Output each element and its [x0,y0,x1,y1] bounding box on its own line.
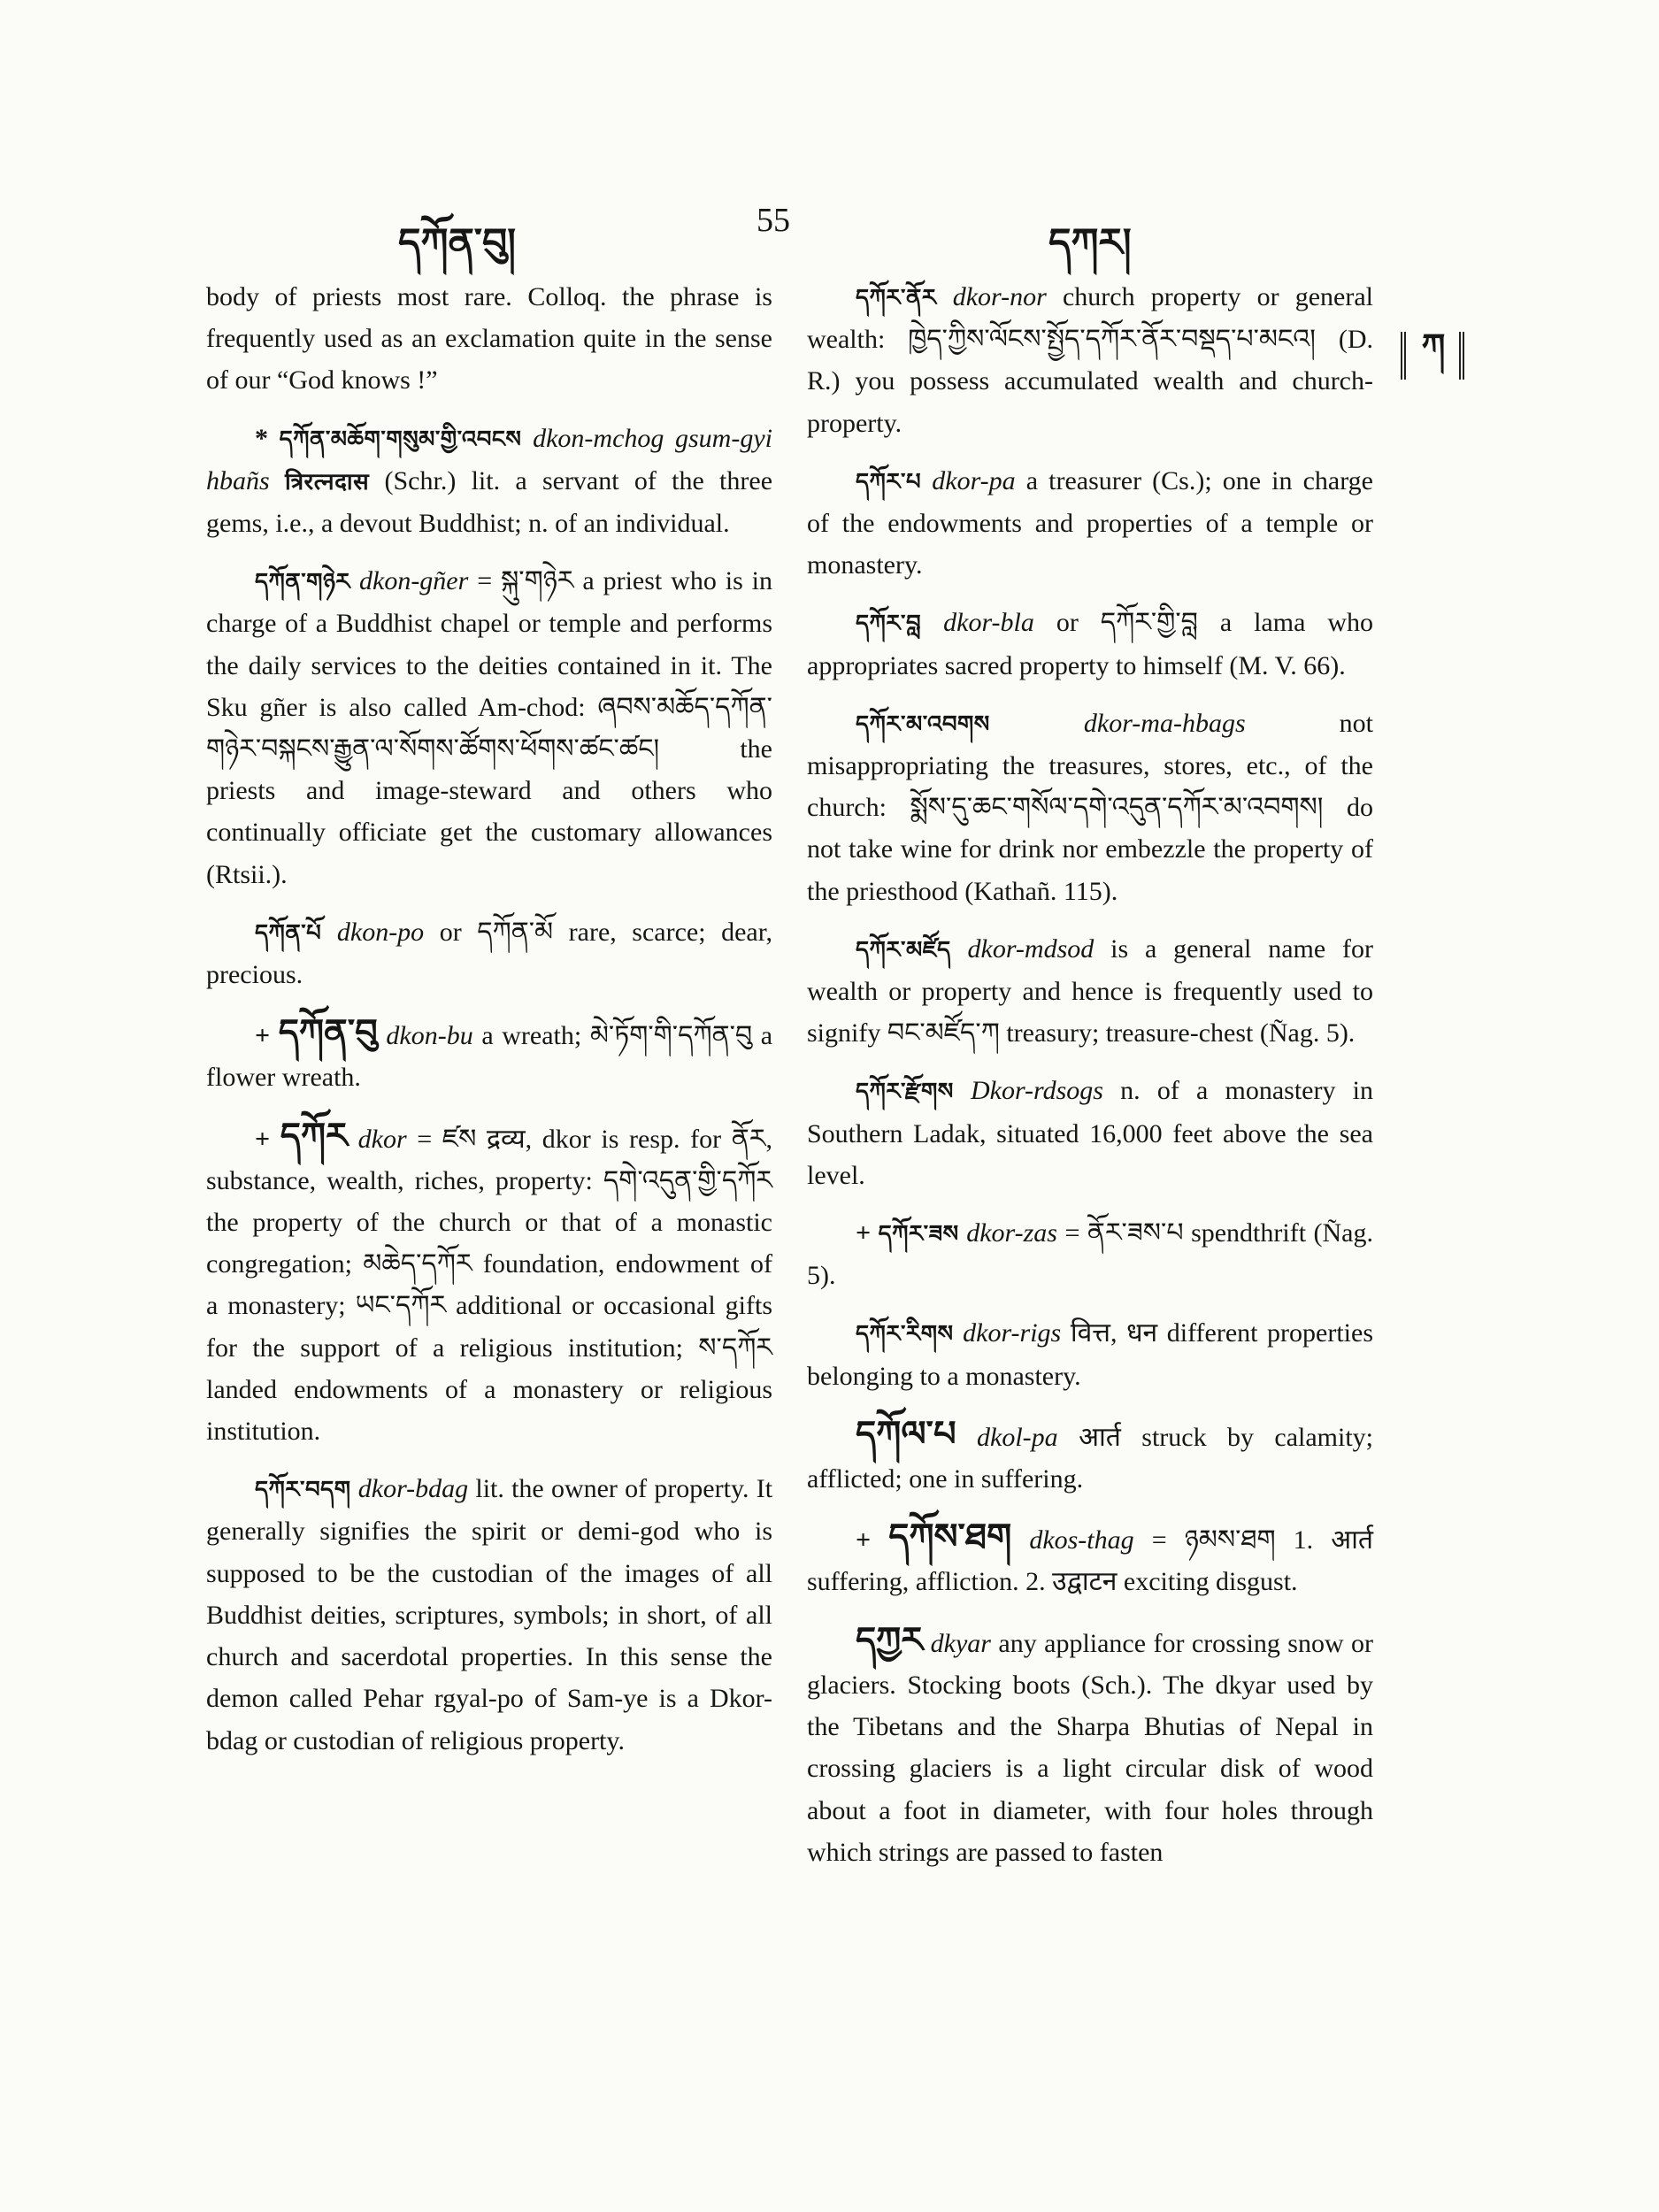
dictionary-entry [807,928,1373,1055]
tibetan-headword: དཀོལ་པ [856,1413,956,1454]
tibetan-headword: དཀོན་བུ [278,1012,378,1053]
tibetan-headword: དཀོས་ཐག [888,1517,1012,1557]
right-column [807,276,1373,1889]
transliteration: dkor-nor [952,282,1047,311]
thumb-index-tab: ཀ [1401,332,1464,380]
entry-text: is a general name for wealth or property and hence is frequently used to signify བང་མཛོད་ཀ treasury; treasure-chest (Ñag. 5). [807,933,1374,1048]
entry-text: or དཀོན་མོ rare, scarce; dear, precious. [206,917,773,990]
entry-text: = ཉམས་ཐག 1. आर्त suffering, affliction. 2. उद्वाटन exciting disgust. [807,1525,1374,1597]
entry-text: n. of a monastery in Southern Ladak, situated 16,000 feet above the sea level. [807,1076,1374,1190]
entry-text: a treasurer (Cs.); one in charge of the endowments and properties of a temple or monastery. [807,465,1373,580]
transliteration: dkon-bu [386,1021,473,1051]
dictionary-entry [807,1212,1373,1296]
entry-text: = སྐུ་གཉེར a priest who is in charge of a Buddhist chapel or temple and performs the daily services to the deities contained in it. The Sku gñer is also called Am-chod: ཞབས་མཆོད་དཀོན་གཉེར་བསྐངས་རྒྱུན་ལ་སོགས་ཚོགས་ཕོགས་ཚང་ཚང། the priests and image-steward and others who continually officiate get the customary allowances (Rtsii.). [206,566,773,889]
transliteration: dkon-mchog gsum-gyi hbañs [206,423,772,495]
transliteration: dkor-bdag [357,1474,469,1504]
transliteration: dkor-pa [932,465,1016,495]
dictionary-entry [206,1115,772,1453]
dictionary-entry [807,1070,1373,1196]
tibetan-headword: དཀོར [280,1115,348,1156]
entry-text: any appliance for crossing snow or glaciers. Stocking boots (Sch.). The dkyar used by the Tibetans and the Sharpa Bhutias of Nepal in crossing glaciers is a light circular disk of wood about a foot in diameter, with four holes through which strings are passed to fasten [807,1628,1374,1867]
entry-marker: + [856,1218,872,1248]
entry-text: आर्त struck by calamity; afflicted; one in suffering. [807,1422,1374,1494]
transliteration: dkor-bla [943,608,1034,638]
dictionary-entry [206,560,772,895]
entry-marker: * [255,423,268,453]
tibetan-headword: དཀོན་མཆོག་གསུམ་གྱི་འབངས [279,426,522,452]
entry-text: वित्त, धन different properties belonging to a monastery. [807,1318,1374,1391]
dictionary-entry [206,418,772,545]
sanskrit-gloss: त्रिरत्नदास [284,468,370,495]
dictionary-entry [807,1312,1373,1396]
tibetan-headword: དཀྱར [856,1619,924,1660]
entry-text: or དཀོར་གྱི་བླ a lama who appropriates sacred property to himself (M. V. 66). [807,608,1374,680]
entry-marker: + [856,1525,872,1555]
transliteration: dkol-pa [977,1422,1058,1452]
left-running-headword: དཀོན་བུ། [398,220,517,265]
page-number: 55 [757,202,790,239]
tibetan-headword: དཀོར་ནོར [856,285,937,311]
entry-text: (Schr.) lit. a servant of the three gems, i.e., a devout Buddhist; n. of an individual. [206,465,773,539]
transliteration: dkos-thag [1029,1525,1134,1555]
dictionary-entry [807,276,1373,444]
tibetan-headword: དཀོར་བདག [255,1477,351,1503]
tibetan-headword: དཀོར་རྫོགས [856,1079,954,1105]
transliteration: Dkor-rdsogs [971,1076,1103,1106]
transliteration: dkyar [930,1628,991,1658]
entry-text: a wreath; མེ་ཏོག་གི་དཀོན་བུ a flower wreath. [206,1021,773,1093]
transliteration: dkor-mdsod [967,933,1094,964]
dictionary-entry [807,1619,1373,1873]
tibetan-headword: དཀོན་པོ [255,919,322,946]
left-column [206,276,772,1778]
entry-text: body of priests most rare. Colloq. the phrase is frequently used as an exclamation quite in the sense of our “God knows !” [206,282,772,396]
tibetan-headword: དཀོར་པ [856,468,922,495]
tibetan-headword: དཀོར་བླ [856,611,922,637]
dictionary-entry [206,1468,772,1761]
tibetan-headword: དཀོར་རིགས [856,1321,954,1348]
dictionary-entry [807,1516,1373,1602]
entry-text: = ཛས द्रव्य, dkor is resp. for ནོར, substance, wealth, riches, property: དགེ་འདུན་གྱི་དཀོར the property of the church or that of a monastic congregation; མཆེད་དཀོར foundation, endowment of a monastery; ཡང་དཀོར additional or occasional gifts for the support of a religious institution; ས་དཀོར landed endowments of a monastery or religious institution. [206,1124,772,1447]
transliteration: dkor-rigs [963,1318,1062,1348]
transliteration: dkor-ma-hbags [1083,708,1246,738]
tibetan-headword: དཀོར་མཛོད [856,936,951,963]
dictionary-entry [807,460,1373,587]
tibetan-headword: དཀོན་གཉེར [255,569,351,595]
entry-text: lit. the owner of property. It generally signifies the spirit or demi-god who is supposed to be the custodian of the images of all Buddhist deities, scriptures, symbols; in short, of all church and sacerdotal properties. In this sense the demon called Pehar rgyal-po of Sam-ye is a Dkor-bdag or custodian of religious property. [206,1474,773,1755]
dictionary-entry [807,703,1373,912]
transliteration: dkon-po [336,917,425,947]
entry-text: not misappropriating the treasures, stores, etc., of the church: སྨོས་དུ་ཆང་གསོལ་དགེ་འདུན་དཀོར་མ་འབགས། do not take wine for drink nor embezzle the property of the priesthood (Kathañ. 115). [807,708,1374,906]
transliteration: dkor [357,1124,407,1154]
entry-text: church property or general wealth: ཁྱེད་ཀྱིས་ལོངས་སྤྱོད་དཀོར་ནོར་བསྡད་པ་མངའ། (D. R.) you possess accumulated wealth and church-property. [807,282,1373,438]
running-header [0,199,1659,265]
tibetan-headword: དཀོར་མ་འབགས [856,710,990,737]
entry-continuation [206,276,772,402]
dictionary-entry [206,911,772,995]
tibetan-headword: དཀོར་ཟས [878,1221,959,1248]
dictionary-entry [807,1413,1373,1500]
dictionary-entry [206,1011,772,1098]
entry-marker: + [255,1124,271,1154]
transliteration: dkor-zas [966,1218,1057,1248]
entry-text: = ནོར་ཟས་པ spendthrift (Ñag. 5). [807,1218,1373,1291]
transliteration: dkon-gñer [359,566,469,596]
entry-marker: + [255,1021,271,1051]
dictionary-entry [807,602,1373,686]
right-running-headword: དཀར། [1048,220,1132,265]
